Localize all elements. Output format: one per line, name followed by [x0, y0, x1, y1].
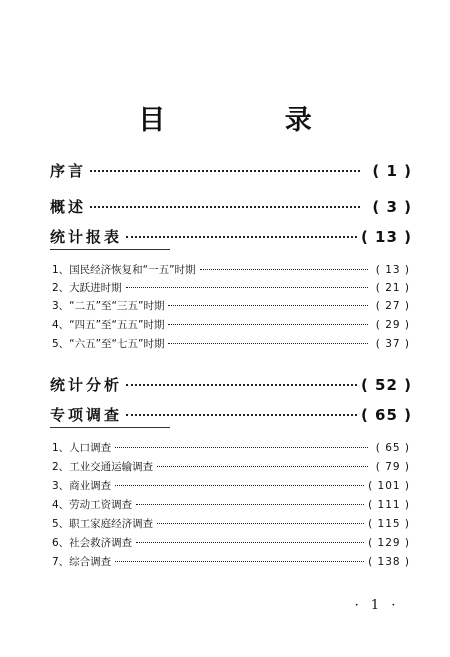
- toc-subentry-page: ( 129 ): [368, 537, 410, 549]
- toc-subentry-page: ( 27 ): [375, 300, 410, 312]
- dot-leader: [136, 504, 364, 505]
- toc-entry-page: ( 52 ): [360, 376, 412, 394]
- toc-entry-special-surveys[interactable]: [50, 404, 412, 425]
- toc-subentry-page: ( 21 ): [375, 282, 410, 294]
- toc-subentry-label: 4、“四五”至“五五”时期: [52, 319, 165, 331]
- toc-entry-label: 专项调查: [50, 406, 123, 424]
- toc-entry-statistical-reports[interactable]: [50, 226, 412, 247]
- toc-entry-label: 统计报表: [50, 228, 123, 246]
- page-number: · 1 ·: [354, 598, 400, 613]
- dot-leader: [90, 170, 360, 172]
- toc-subentry-label: 3、“二五”至“三五”时期: [52, 300, 165, 312]
- toc-subentry[interactable]: [52, 497, 410, 512]
- dot-leader: [126, 287, 368, 288]
- dot-leader: [126, 384, 357, 386]
- toc-subentry[interactable]: [52, 554, 410, 569]
- toc-subentry[interactable]: [52, 459, 410, 474]
- toc-subentry-label: 1、国民经济恢复和“一五”时期: [52, 264, 196, 276]
- toc-entry-statistical-analysis[interactable]: [50, 374, 412, 395]
- toc-subentry-page: ( 29 ): [375, 319, 410, 331]
- dot-leader: [126, 414, 357, 416]
- toc-subentry[interactable]: [52, 478, 410, 493]
- dot-leader: [157, 466, 368, 467]
- page-title: 目 录: [138, 105, 367, 136]
- dot-leader: [157, 523, 364, 524]
- dot-leader: [200, 269, 368, 270]
- toc-subentry-label: 5、职工家庭经济调查: [52, 518, 154, 530]
- toc-entry-page: ( 1 ): [372, 162, 412, 180]
- dot-leader: [126, 236, 357, 238]
- toc-entry-label: 概述: [50, 198, 87, 216]
- toc-subentry-page: ( 111 ): [368, 499, 410, 511]
- toc-subentry-label: 1、人口调查: [52, 442, 112, 454]
- dot-leader: [168, 324, 368, 325]
- toc-subentry[interactable]: [52, 298, 410, 313]
- toc-entry-label: 统计分析: [50, 376, 123, 394]
- toc-subentry-label: 4、劳动工资调查: [52, 499, 133, 511]
- dot-leader: [168, 305, 368, 306]
- dot-leader: [136, 542, 364, 543]
- section-divider: [50, 427, 170, 428]
- toc-subentry[interactable]: [52, 262, 410, 277]
- toc-subentry-label: 6、社会救济调查: [52, 537, 133, 549]
- toc-subentry-page: ( 37 ): [375, 338, 410, 350]
- toc-subentry[interactable]: [52, 336, 410, 351]
- toc-entry-page: ( 13 ): [360, 228, 412, 246]
- dot-leader: [115, 561, 364, 562]
- toc-subentry-page: ( 138 ): [368, 556, 410, 568]
- toc-entry-preface[interactable]: [50, 160, 412, 181]
- toc-subentry[interactable]: [52, 317, 410, 332]
- toc-entry-overview[interactable]: [50, 196, 412, 217]
- toc-subentry-label: 3、商业调查: [52, 480, 112, 492]
- toc-subentry-label: 5、“六五”至“七五”时期: [52, 338, 165, 350]
- toc-subentry[interactable]: [52, 516, 410, 531]
- dot-leader: [115, 447, 368, 448]
- toc-subentry-page: ( 13 ): [375, 264, 410, 276]
- section-divider: [50, 249, 170, 250]
- toc-subentry-page: ( 101 ): [368, 480, 410, 492]
- toc-subentry[interactable]: [52, 440, 410, 455]
- dot-leader: [90, 206, 360, 208]
- dot-leader: [168, 343, 368, 344]
- toc-subentry-page: ( 65 ): [375, 442, 410, 454]
- toc-subentry-label: 2、大跃进时期: [52, 282, 122, 294]
- dot-leader: [115, 485, 364, 486]
- toc-subentry[interactable]: [52, 535, 410, 550]
- toc-subentry-label: 2、工业交通运输调查: [52, 461, 154, 473]
- toc-subentry-page: ( 115 ): [368, 518, 410, 530]
- toc-entry-page: ( 65 ): [360, 406, 412, 424]
- toc-entry-page: ( 3 ): [372, 198, 412, 216]
- toc-subentry[interactable]: [52, 280, 410, 295]
- toc-entry-label: 序言: [50, 162, 87, 180]
- toc-subentry-page: ( 79 ): [375, 461, 410, 473]
- toc-subentry-label: 7、综合调查: [52, 556, 112, 568]
